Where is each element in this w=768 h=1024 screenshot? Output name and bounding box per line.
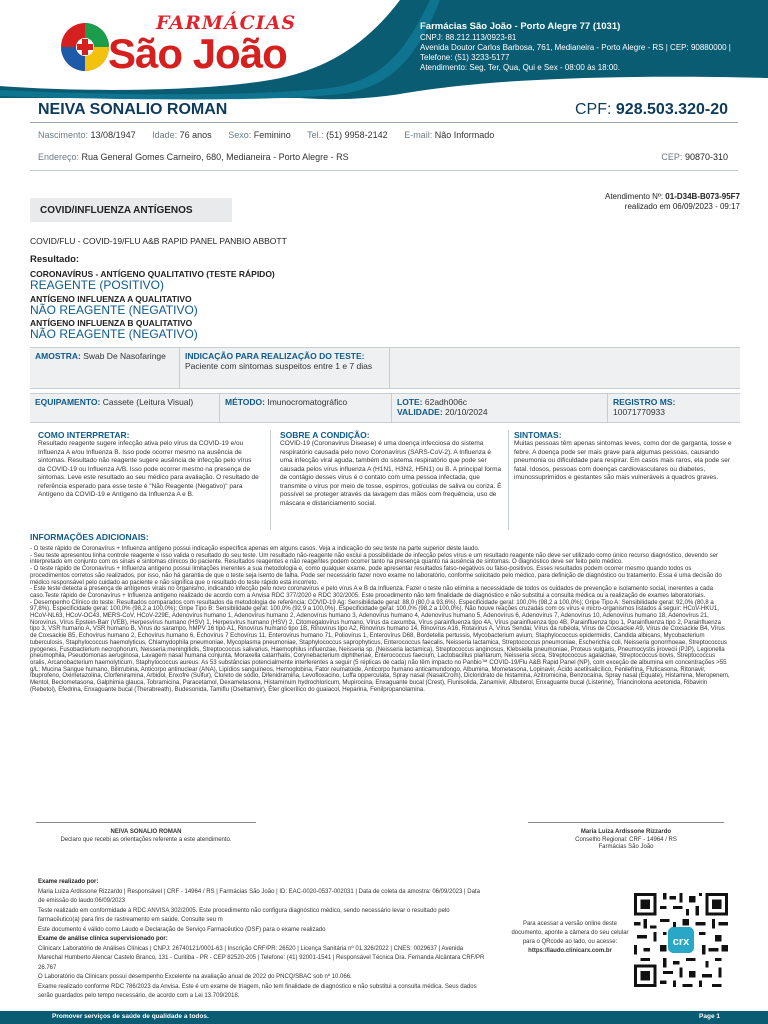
logo-sao-joao-text: São João: [108, 30, 287, 77]
bottom-bar: [0, 1011, 768, 1024]
result-item-influenza-b: [30, 319, 198, 340]
additional-info-title: INFORMAÇÕES ADICIONAIS:: [30, 532, 149, 542]
exam-title: COVID/INFLUENZA ANTÍGENOS: [30, 198, 232, 222]
additional-paragraph: - O teste rápido de Coronavírus + Influenza antígeno possui limitações inerentes a sua metodologia e, como qualquer exame, pode apresentar resultados falso-negativos ou falso-positivos. Esses resultados podem ocorrer mesmo quando todos os procedimentos corretos são realizados, por isso, não há garantia de que o teste seja isento de falha. Pode ser necessário fazer novo exame no laboratório, conforme solicitado pelo médico, para definição de diagnóstico ou tratamento. Essa é uma decisão do médico responsável pelo cuidado ao paciente e não significa que o resultado do teste rápido está incorreto.: [30, 565, 722, 586]
equipment-cell: [30, 394, 220, 422]
additional-paragraph: - Seu teste apresentou linha controle reagente e isso valida o resultado do seu teste. Um resultado não-reagente não exclui a possibilidade de infecção pelos vírus e um resultado reagente não deve ser utilizado como único recurso diagnóstico, devendo ser interpretado em conjunto com os sinais e sintomas clínicos do paciente. Resultados reagentes e não reagentes podem ocorrer tanto na presença quanto na ausência de sintomas. O diagnóstico deve ser feito pelo médico.: [30, 551, 719, 566]
qr-help-text: Para acessar a versão online deste documento, aponte a câmera do seu celular para o QRcode ao lado, ou acesse:: [511, 921, 629, 945]
attendance-label: Atendimento Nº:: [605, 192, 664, 201]
registry-label: REGISTRO MS:: [613, 397, 676, 407]
symptoms-section: [514, 430, 734, 483]
interpret-section: [38, 430, 260, 500]
registry-cell: [608, 394, 740, 422]
signature-name: Maria Luiza Ardissone Rizzardo: [580, 829, 672, 835]
cpf-label: CPF:: [574, 101, 612, 118]
method-label: MÉTODO:: [225, 397, 265, 407]
result-name: CORONAVÍRUS - ANTÍGENO QUALITATIVO (TESTE RÁPIDO): [30, 269, 275, 279]
equipment-label: EQUIPAMENTO:: [35, 397, 101, 407]
equipment-row: [30, 393, 740, 423]
additional-paragraph: - Desempenho Clínico do teste: Resultados comparados com resultados da metodologia de referência: COVID-19 Ag: Sensibilidade geral: 88,0 (80,0 a 93,6%). Especificidade geral: 100,0% (98,2 a 100,0%); Gripe Tipo A: Sensibilidade geral: 92,0% (80,8 a 97,8%). Especificidade geral: 100,0% (98,2 a 100,0%); Gripe Tipo B: Sensibilidade geral: 100,0% (92,9 a 100,0%). Especificidade geral: 100,0% (98,2 a 100,0%). Não houve reações cruzadas com os vírus e micro-organismos listados a seguir: HCoV-HKU1, HCoV-NL63, HCoV-OC43, MERS-CoV, HCoV-229E, Adenovírus humano 1, Adenovírus humano 2, Adenovírus humano 3, Adenovírus humano 4, Adenovírus humano 5, Adenovírus 6, Adenovírus 7, Adenovírus 10, Adenovírus humano 18, Adenovírus 21, Norovírus, Vírus Epstein-Barr (VEB), Herpesvírus humano (HSV) 1, Herpesvírus humano (HSV) 2, Citomegalovírus humano, Vírus da caxumba, Vírus parainfluenza tipo 4A, Vírus parainfluenza tipo 4B, Parainfluenza tipo 1, Parainfluenza tipo 2, Parainfluenza tipo 3, VSR humano A, VSR humano B, Vírus do sarampo, hMPV 16 tipo A1, Rinovírus humano tipo 1B, Rinovírus tipo A2, Rinovírus humano 14, Rinovírus A16, Rotavírus A, Vírus Sendai, Vírus da rubéola, Vírus de Coxsackie A9, Vírus de Coxsackie B4, Vírus de Coxsackie B5, Echovírus humano 2, Echovírus humano 6, Echovírus 7 Echovírus 11, Enterovírus humano 71, Poliovírus 1, Enterovírus D68, Bordetella pertussis, Mycobacterium avium, Staphylococcus epidermidis, Candida albicans, Mycobacterium tuberculosis, Staphylococcus haemolyticus, Chlamydophila pneumoniae, Mycoplasma pneumoniae, Staphylococcus saprophyticus, Enterococcus faecalis, Neisseria lactamica, Streptococcus pneumoniae, Escherichia coli, Neisseria gonorrhoeae, Streptococcus pyogenes, Fusobacterium necrophorum, Neisseria meningitidis, Streptococcus salivarius, Haemophilus influenzae, Neisseria sp. (Neisseria lactamica), Streptococcus anginosus, Klebsiella pneumoniae, Proteus vulgaris, Pneumocystis jirovecii (PJP), Legionella pneumophila, Pseudomonas aeruginosa, Lavagem nasal humana conjunta, Moraxella catarrhalis, Corynebacterium diphtheriae, Enterococcus faecium, Lactobacillus plantarum, Neisseria sicca, Streptococcus agalactiae, Streptococcus bovis, Streptococcus oralis, Arcanobacterium haemolyticum, Staphylococcus aureus. As 53 substâncias potencialmente interferentes a seguir (5 réplicas de cada) não têm impacto no Panbio™ COVID-19/Flu A&B Rapid Panel (NP), com exceção de albumina em concentrações >55 g/L: Mucina Sangue humano, Bilirrubina, Anticorpo antinuclear (ANA), Lipídios sanguíneos, Hemoglobina, Fator reumatoide, Anticorpo humano anticamundongo, Albumina, Mometasona, Lopinavir, Ácido acetilsalicílico, Fenilefrina, Fluticasona, Ritonavir, Ibuprofeno, Oximetazolina, Clorfeniramina, Arbidol, Enxofre (Sulfur), Cloreto de sódio, Difenidramina, Levofloxacino, Luffa opperculata, Spray nasal (NasalCrom), Dicloridrato de histamina, Azitromicina, Benzocaína, Spray nasal (Equate), Histamina, Meropenem, Mentol, Beclometasona, Galphimia glauca, Tobramicina, Paracetamol, Dexametasona, Histamínum hydrochloricum, Mupirocina, Enxaguante bucal (Crest), Flunisolida, Zanamivir, Albuterol, Enxaguante bucal (Listerine), Triancinolona acetonida, Ribavirin (Rebetol), Efedrina, Enxaguante bucal (Therabreath), Budesonida, Tamiflu (Oseltamivir), Éter glicerílico do guaiacol, Heparina, Fenilpropanolamina.: [30, 598, 730, 693]
logo-farmacias-text: FARMÁCIAS: [156, 12, 297, 34]
method-cell: [220, 394, 392, 422]
qr-logo-text: crx: [672, 935, 690, 948]
sao-joao-logo: [38, 8, 298, 86]
result-value: NÃO REAGENTE (NEGATIVO): [30, 327, 198, 341]
indication-value: Paciente com sintomas suspeitos entre 1 e 7 dias: [185, 361, 373, 371]
cep-value: 90870-310: [684, 152, 728, 162]
age-label: Idade:: [152, 130, 178, 140]
additional-info-text: [30, 546, 730, 693]
qr-code-icon[interactable]: [634, 893, 728, 987]
method-value: Imunocromatográfico: [267, 397, 348, 407]
section-text: Muitas pessoas têm apenas sintomas leves, como dor de garganta, tosse e febre. A doença pode ser mais grave para algumas pessoas, causando pneumonia ou dificuldade para respirar. Em casos mais raros, ela pode ser fatal. Idosos, pessoas com doenças cardiovasculares ou diabetes, imunossuprimidos e gestantes são mais vulneráveis a quadros graves.: [514, 440, 732, 481]
result-name: ANTÍGENO INFLUENZA A QUALITATIVO: [30, 294, 192, 304]
attendance-info: [605, 192, 740, 211]
result-name: ANTÍGENO INFLUENZA B QUALITATIVO: [30, 318, 193, 328]
cep-label: CEP:: [661, 152, 683, 162]
email-label: E-mail:: [404, 130, 433, 140]
sex-value: Feminino: [253, 130, 291, 140]
performed-date: realizado em 06/09/2023 - 09:17: [624, 201, 740, 211]
page-number: Page 1: [699, 1013, 720, 1020]
qr-instructions: [510, 920, 630, 956]
signature-crf: Conselho Regional: CRF - 14964 / RS: [575, 836, 677, 843]
section-title: COMO INTERPRETAR:: [38, 430, 130, 440]
divider: [270, 430, 271, 530]
condition-section: [280, 430, 502, 508]
patient-cep: [661, 152, 728, 162]
age-value: 76 anos: [179, 130, 212, 140]
result-item-covid: [30, 270, 275, 291]
performed-by-title: Exame realizado por:: [38, 879, 99, 885]
divider: [30, 170, 738, 171]
section-title: SINTOMAS:: [514, 430, 562, 440]
pncq-text: O Laboratório da Clinicarx possui desempenho Excelente na avaliação anual de 2022 do PNCQ/SBAC sob nº 10.066.: [38, 974, 352, 980]
patient-address: [38, 152, 349, 162]
patient-cpf: [575, 101, 728, 119]
divider: [508, 430, 509, 530]
store-address: Avenida Doutor Carlos Barbosa, 761, Medianeira - Porto Alegre - RS | CEP: 90880000 | Telefone: (51) 3233-5177: [420, 43, 731, 62]
address-label: Endereço:: [38, 152, 80, 162]
validity-value: 20/10/2024: [445, 407, 488, 417]
indication-cell: [180, 348, 390, 388]
sample-label: AMOSTRA:: [35, 351, 81, 361]
birth-value: 13/08/1947: [90, 130, 136, 140]
attendance-number: 01-D34B-B073-95F7: [665, 192, 740, 201]
sample-row: [30, 347, 740, 389]
signature-text: Declaro que recebi as orientações referente a este atendimento.: [60, 836, 232, 843]
address-value: Rua General Gomes Carneiro, 680, Medianeira - Porto Alegre - RS: [81, 152, 349, 162]
registry-value: 10071770933: [613, 407, 666, 417]
patient-signature: [36, 822, 256, 844]
lot-cell: [392, 394, 608, 422]
document-validity-text: Este documento é válido como Laudo e Declaração de Serviço Farmacêutico (DSF) para o exame realizado: [38, 926, 326, 933]
cpf-value: 928.503.320-20: [615, 101, 728, 118]
birth-label: Nascimento:: [38, 130, 89, 140]
patient-details: [38, 130, 494, 140]
anvisa-text: Teste realizado em conformidade à RDC ANVISA 302/2005. Este procedimento não configura diagnóstico médico, sendo necessário levar o resultado pelo farmacêutico(a) para fins de rastreamento em saúde. Consulte seu m: [38, 907, 450, 923]
result-value: REAGENTE (POSITIVO): [30, 278, 165, 292]
result-item-influenza-a: [30, 295, 198, 316]
qr-link[interactable]: https://laudo.clinicarx.com.br: [528, 948, 612, 954]
rdc-text: Exame realizado conforme RDC 786/2023 da Anvisa. Este é um exame de triagem, não tem finalidade de diagnóstico e não substitui a consulta médica. Seus dados serão guardados pelo tempo necessário, de acordo com a Lei 13.709/2018.: [38, 983, 477, 999]
lab-title: Exame de análise clínica supervisionado por:: [38, 936, 168, 942]
phone-label: Tel.:: [307, 130, 324, 140]
store-info: [420, 22, 760, 73]
divider: [30, 122, 738, 123]
section-title: SOBRE A CONDIÇÃO:: [280, 430, 370, 440]
additional-paragraph: - O teste rápido de Coronavírus + Influenza antígeno possui indicação específica apenas em alguns casos. Veja a indicação do seu teste na parte superior deste laudo.: [30, 545, 480, 552]
pharmacist-signature: [528, 822, 724, 852]
signature-company: Farmácias São João: [598, 844, 654, 850]
store-cnpj: CNPJ: 88.212.113/0923-81: [420, 33, 517, 42]
section-text: COVID-19 (Coronavirus Disease) é uma doença infecciosa do sistema respiratório causada pelo novo Coronavírus (SARS-CoV-2). A Influenza é uma infecção viral aguda, também do sistema respiratório que pode ser causada pelos vírus influenza A (H1N1, H3N2, H5N1) ou B. A principal forma de contágio desses vírus é o contato com uma pessoa infectada, que transmite o vírus por meio de tosse, espirros, gotículas de saliva ou coriza. É possível se proteger através da lavagem das mãos com frequência, uso de máscara e distanciamento social.: [280, 440, 502, 507]
phone-value: (51) 9958-2142: [326, 130, 388, 140]
additional-paragraph: - Este teste detecta a presença de antígenos virais no organismo, indicando infecção pelo novo coronavírus e pelo vírus A e B da Influenza. Fazer o teste não elimina a necessidade de todos os cuidados de prevenção e isolamento social, inerentes a cada caso.Teste rápido de Coronavírus + Influenza antígeno realizado de acordo com a Anvisa RDC 377/2020 e RDC 302/2005. Este procedimento não tem finalidade de diagnóstico e não substitui a consulta médica ou a realização de exames laboratoriais.: [30, 585, 713, 599]
sample-value: Swab De Nasofaringe: [83, 351, 166, 361]
email-value: Não Informado: [434, 130, 495, 140]
sex-label: Sexo:: [228, 130, 252, 140]
lab-text: Clinicarx Laboratório de Análises Clínicas | CNPJ: 26740121/0001-63 | Inscrição CRF/PR: 26520 | Licença Sanitária nº 01.326/2022 | CNES: 0029637 | Avenida Marechal Humberto Alencar Castelo Branco, 131 - Curitiba - PR - CEP 82520-205 | Telefone: (41) 92001-1541 | Responsável Técnica Dra. Fernanda Alcântara CRF/PR 26.767: [38, 945, 485, 971]
slogan: Promover serviços de saúde de qualidade a todos.: [52, 1013, 209, 1020]
performed-by-text: Maria Luiza Ardissone Rizzardo | Responsável | CRF - 14964 / RS | Farmácias São João | ID: EAC-0020-0537-002031 | Data de coleta da amostra: 06/09/2023 | Data de emissão do laudo:06/09/2023: [38, 888, 480, 904]
signature-name: NEIVA SONALIO ROMAN: [110, 829, 182, 835]
result-heading: Resultado:: [30, 254, 80, 265]
lot-value: 62adh006c: [424, 397, 467, 407]
sample-cell: [30, 348, 180, 388]
store-title: Farmácias São João - Porto Alegre 77 (1031): [420, 21, 621, 32]
result-value: NÃO REAGENTE (NEGATIVO): [30, 303, 198, 317]
lot-label: LOTE:: [397, 397, 423, 407]
validity-label: VALIDADE:: [397, 407, 443, 417]
indication-label: INDICAÇÃO PARA REALIZAÇÃO DO TESTE:: [185, 351, 365, 361]
footer-notes: [38, 878, 488, 1002]
equipment-value: Cassete (Leitura Visual): [102, 397, 194, 407]
patient-name: NEIVA SONALIO ROMAN: [38, 101, 228, 118]
store-hours: Atendimento: Seg, Ter, Qua, Qui e Sex - 08:00 às 18:00.: [420, 63, 620, 72]
exam-method-line: COVID/FLU - COVID-19/FLU A&B RAPID PANEL PANBIO ABBOTT: [30, 236, 287, 246]
section-text: Resultado reagente sugere infecção ativa pelo vírus da COVID-19 e/ou Influenza A e/ou Influenza B. Isso pode ocorrer mesmo na ausência de sintomas. Resultado não reagente sugere ausência de infecção pelo vírus da COVID-19 ou Influenza A/B. Isso pode ocorrer mesmo na presença de sintomas. Leve este resultado ao seu médico para avaliação. O resultado de referência esperado para esse teste é "Não Reagente (Negativo)" para Antígeno da COVID-19 e Antígeno da Influenza A e B.: [38, 440, 259, 498]
